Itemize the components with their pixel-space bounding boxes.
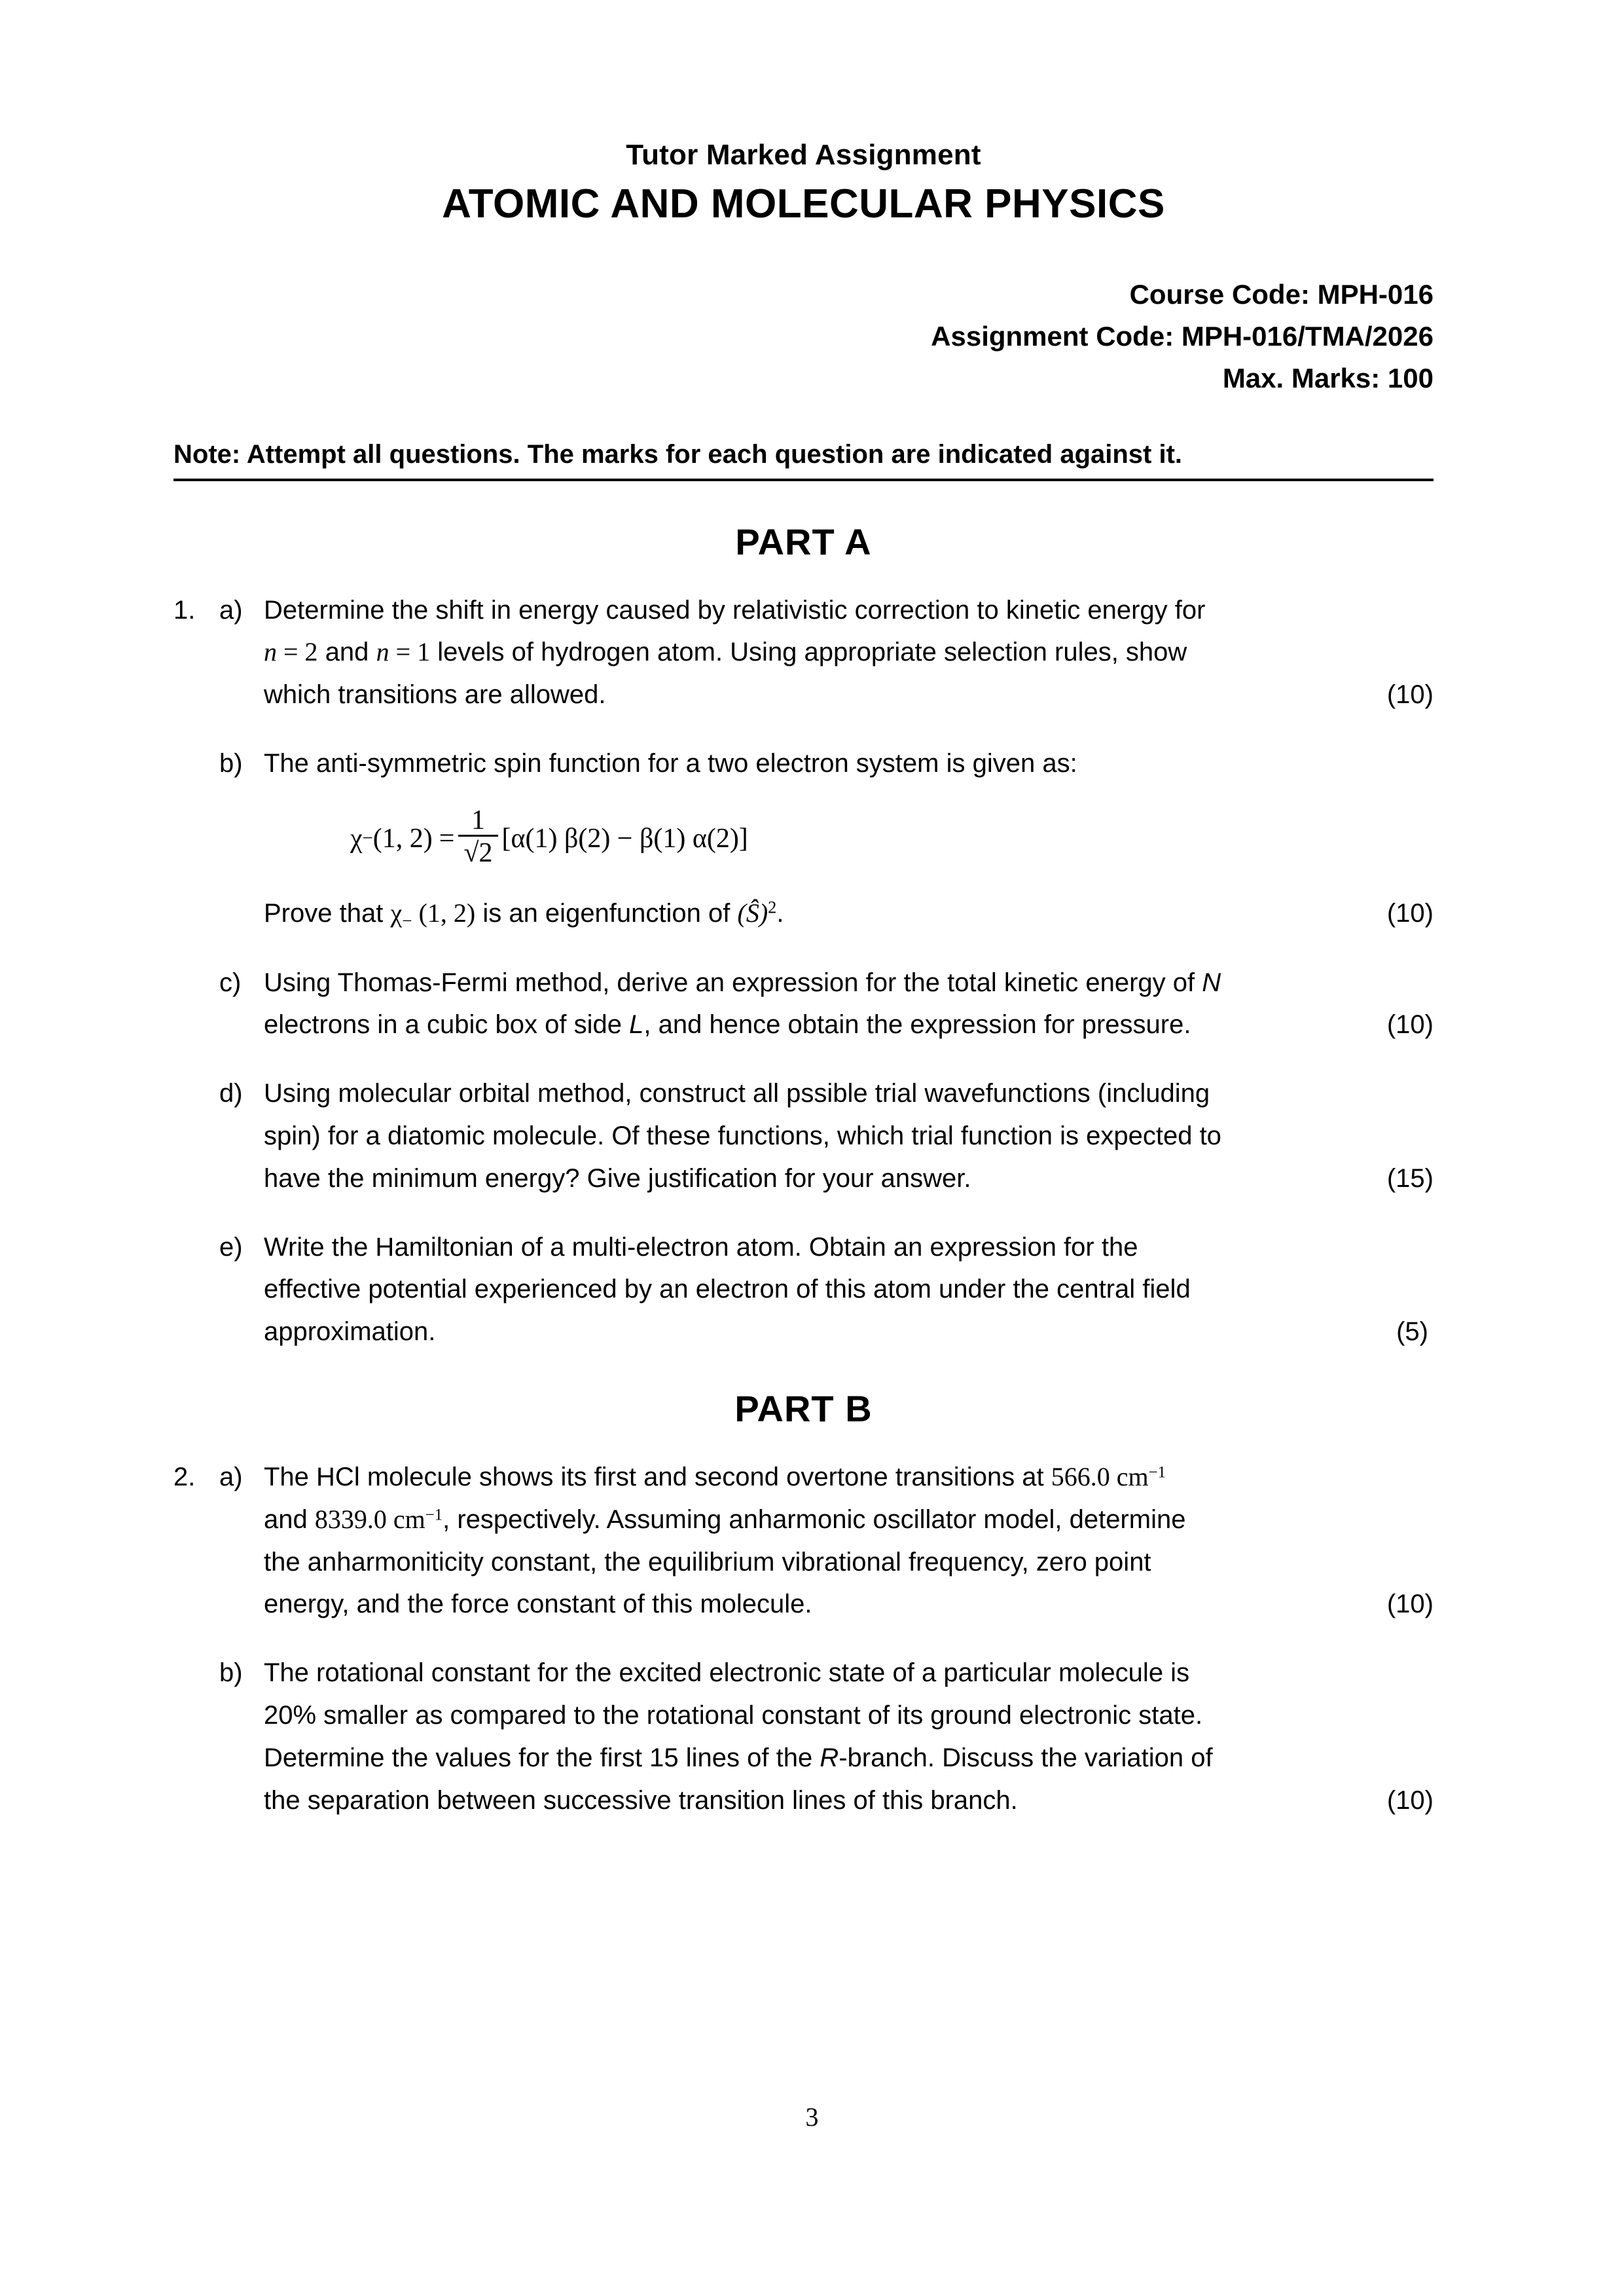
page-number: 3 [805,2102,819,2132]
question-1e-marks: (5) [1396,1317,1428,1347]
question-2b [173,1652,1434,1821]
question-1a-line2-pre: and [325,638,369,667]
n-variable-second: n [376,637,389,667]
header-divider [173,479,1434,481]
variable-N: N [1202,968,1221,997]
course-meta-block [173,274,1434,399]
question-1d-marks: (15) [1386,1163,1434,1193]
question-1e [173,1226,1434,1353]
question-1b [173,742,1434,936]
question-1d-line2: spin) for a diatomic molecule. Of these functions, which trial function is expected to [264,1121,1221,1151]
question-2b-line2: 20% smaller as compared to the rotational constant of its ground electronic state. [264,1700,1203,1730]
question-1d [173,1072,1434,1199]
question-2-number: 2. [173,1463,196,1491]
question-1c-line2 [264,1004,1191,1046]
question-2a-line2-post: , respectively. Assuming anharmonic oscillator model, determine [442,1504,1186,1534]
question-1c-line2-pre: electrons in a cubic box of side [264,1010,622,1040]
question-2b-line3 [264,1737,1213,1779]
question-1a [173,589,1434,716]
question-2a-line4: energy, and the force constant of this molecule. [264,1590,812,1619]
question-1a-label: a) [219,595,243,625]
question-1d-label: d) [219,1079,243,1108]
question-1b-prove-line [264,892,784,936]
question-2b-marks: (10) [1386,1785,1434,1815]
question-1-number: 1. [173,595,196,625]
question-2b-label: b) [219,1658,243,1688]
question-1d-line1: Using molecular orbital method, construct all pssible trial wavefunctions (including [264,1079,1210,1108]
prove-chi-subscript: − [402,911,412,931]
spin-operator: (Ŝ) [737,898,768,928]
question-1c-line1-pre: Using Thomas-Fermi method, derive an expression for the total kinetic energy of [264,968,1195,997]
question-1c-marks: (10) [1386,1010,1434,1040]
question-1d-line3: have the minimum energy? Give justification for your answer. [264,1163,971,1193]
equation-lhs-subscript: − [362,828,373,848]
question-1c [173,962,1434,1047]
question-1e-line1: Write the Hamiltonian of a multi-electron atom. Obtain an expression for the [264,1232,1138,1262]
n-value-first: = 2 [283,637,318,667]
first-overtone-exponent: −1 [1148,1463,1166,1482]
page-content [173,0,1434,1821]
square-root-icon: √ [463,837,479,868]
part-b-heading: PART B [734,1388,873,1429]
spin-function-equation [264,807,1434,870]
question-1b-marks: (10) [1386,898,1434,928]
fraction-numerator: 1 [471,805,485,835]
n-variable-first: n [264,637,277,667]
prove-chi-args: (1, 2) [418,898,476,928]
question-1e-line2: effective potential experienced by an electron of this atom under the central field [264,1275,1191,1304]
assignment-code: Assignment Code: MPH-016/TMA/2026 [931,320,1434,352]
course-code: Course Code: MPH-016 [1129,279,1434,310]
part-a-heading: PART A [735,520,872,562]
variable-L: L [629,1010,644,1040]
question-2a-marks: (10) [1386,1590,1434,1619]
tma-label: Tutor Marked Assignment [626,139,981,171]
document-header [173,0,1434,228]
question-1a-line3: which transitions are allowed. [264,680,606,710]
question-1b-line1: The anti-symmetric spin function for a two electron system is given as: [264,749,1077,778]
question-2a-line1 [264,1456,1166,1499]
question-2b-line4: the separation between successive transition lines of this branch. [264,1785,1018,1815]
n-value-second: = 1 [395,637,431,667]
second-overtone-exponent: −1 [425,1506,443,1524]
prove-middle-text: is an eigenfunction of [482,898,731,928]
equation-lhs-chi: χ [350,823,363,854]
question-2a-line3: the anharmoniticity constant, the equilibrium vibrational frequency, zero point [264,1547,1151,1576]
prove-prefix: Prove that [264,898,384,928]
question-1e-line3: approximation. [264,1317,436,1347]
first-overtone-value: 566.0 cm [1051,1462,1149,1491]
equation-bracket-expression: [α(1) β(2) − β(1) α(2)] [501,823,748,854]
question-2a-label: a) [219,1463,243,1491]
second-overtone-value: 8339.0 cm [314,1504,425,1534]
max-marks: Max. Marks: 100 [1222,362,1434,393]
equation-fraction [458,806,497,869]
question-1b-label: b) [219,749,243,778]
equation-lhs-args: (1, 2) [372,823,433,854]
variable-R: R [820,1743,839,1772]
question-1c-line1 [264,962,1221,1004]
fraction-denominator-value: 2 [478,837,493,868]
prove-end-period: . [776,898,784,928]
question-1c-line2-post: , and hence obtain the expression for pressure. [643,1010,1191,1040]
question-2a-line2 [264,1499,1185,1541]
question-2b-line1: The rotational constant for the excited electronic state of a particular molecule is [264,1658,1190,1688]
spin-operator-exponent: 2 [768,897,777,917]
question-1a-line2-post: levels of hydrogen atom. Using appropriate selection rules, show [437,638,1187,667]
page-title: ATOMIC AND MOLECULAR PHYSICS [442,181,1165,227]
question-1e-label: e) [219,1232,243,1262]
question-2a [173,1456,1434,1626]
question-2a-line1-pre: The HCl molecule shows its first and second overtone transitions at [264,1463,1044,1491]
question-1c-label: c) [219,968,242,997]
prove-chi: χ [390,898,403,928]
question-1a-line2 [264,631,1187,674]
equation-equals-sign: = [439,823,455,854]
question-1a-line1: Determine the shift in energy caused by relativistic correction to kinetic energy for [264,595,1206,625]
question-2a-line2-pre: and [264,1504,308,1534]
question-2b-line3-pre: Determine the values for the first 15 lines of the [264,1743,813,1772]
note-text: Note: Attempt all questions. The marks for each question are indicated against it. [173,439,1183,469]
question-1a-marks: (10) [1386,680,1434,710]
fraction-denominator [458,837,497,869]
question-2b-line3-post: -branch. Discuss the variation of [839,1743,1213,1772]
